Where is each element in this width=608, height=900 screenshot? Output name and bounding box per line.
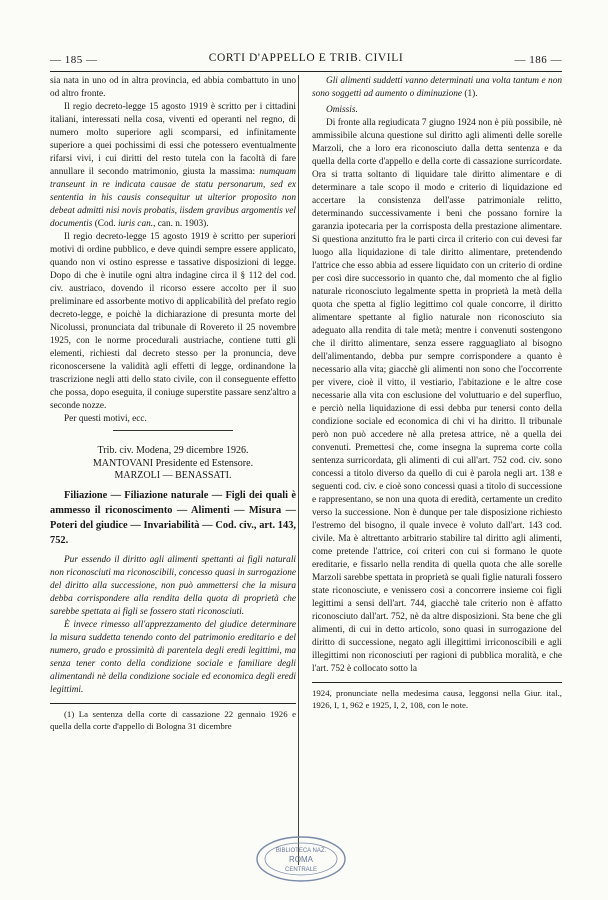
section-separator: [113, 430, 233, 431]
paragraph: Di fronte alla regiudicata 7 giugno 1924 non è più possibile, nè ammissibile alcuna questione sul diritto agli alimenti delle sorelle Marzoli, che a loro era riconosciuto dalla detta sentenza e da quella della corte d'appello e della corte di cassazione surricordate. Ora si tratta soltanto di liquidare tale diritto alimentare e di determinare a tale scopo il modo e criterio di liquidazione ed accertare la consistenza dell'asse patrimoniale relitto, determinando successivamente i beni che possano fornire la garanzia ipotecaria per la corrisposta della prestazione alimentare. Si questiona anzitutto fra le parti circa il criterio con cui devesi far luogo alla liquidazione di tale diritto alimentare, pretendendo l'attrice che esso abbia ad essere liquidato con un criterio di ordine per così dire successorio in quanto che, dal momento che al figlio naturale riconosciuto legalmente spetta in proprietà la metà della quota che spetta al figlio legittimo col quale concorre, il diritto alimentare spettante al figlio naturale non riconosciuto sia adeguato alla rendita di tale metà; mentre i convenuti sostengono che il diritto alimentare, senza essere ragguagliato al bisogno dell'alimentando, debba pur sempre corrispondere a quanto è necessario alla vita; giacchè gli alimenti non sono che l'occorrente per vivere, cioè il vitto, il vestiario, l'abitazione e le altre cose necessarie alla vita con esclusione del voluttuario e del superfluo, e perciò nella liquidazione di essi debba pur tenersi conto della condizione sociale ed economica di chi vi ha diritto. Il tribunale però non può accedere nè alla pretesa attrice, nè a quella dei convenuti. Premettesi che, come insegna la suprema corte colla sentenza surricordata, gli alimenti di cui all'art. 752 cod. civ. sono concessi a titolo diverso da quello di cui è parola negli art. 138 e seguenti cod. civ. e cioè sono concessi quasi a titolo di successione e rappresentano, se non una quota di eredità, certamente un credito verso la successione. Non è dunque per tale disposizione richiesto l'estremo del bisogno, il quale invece è voluto dall'art. 143 cod. civile. Ma è altrettanto arbitrario stabilire tal diritto agli alimenti, come pretende l'attrice, coi criteri con cui si formano le quote ereditarie, e fissarlo nella rendita di quella quota che alle sorelle Marzoli sarebbe spettata in proprietà se quali figlie naturali fossero state riconosciute, e venissero così a concorrere insieme coi figli legittimi a sensi dell'art. 744, giacchè tale criterio non è affatto riconosciuto dall'art. 752, nè da altre disposizioni. Sta bene che gli alimenti, di cui in detto articolo, sono quasi in surrogazione del diritto di successione, negato agli illegittimi irriconoscibili e agli illegittimi non riconosciuti per ragioni di pubblica moralità, e che l'art. 752 è collocato sotto la: [312, 118, 562, 674]
svg-text:BIBLIOTECA NAZ.: BIBLIOTECA NAZ.: [275, 848, 327, 854]
footnote: (1) La sentenza della corte di cassazione 22 gennaio 1926 e quella della corte d'appello di Bologna 31 dicembre: [50, 708, 296, 731]
library-stamp: [255, 835, 347, 883]
paragraph: Il regio decreto-legge 15 agosto 1919 è scritto per superiori motivi di ordine pubblico, e deve quindi sempre essere applicato, quando non vi ostino espresse e tassative disposizioni di legge. Dopo di che è inutile ogni altra indagine circa il § 112 del cod. civ. austriaco, dovendo il ricorso essere accolto per il suo preliminare ed assorbente motivo di applicabilità del prefato regio decreto-legge, e poichè la dichiarazione di presunta morte del Nicolussi, pronunciata dal tribunale di Rovereto il 25 novembre 1925, con le norme procedurali austriache, contiene tutti gli elementi, richiesti dal decreto stesso per la pronuncia, deve riconoscersene la validità agli effetti di legge, ordinandone la trascrizione negli atti dello stato civile, con il conseguente effetto che possa, dopo eseguita, il coniuge superstite passare senz'altro a seconde nozze.: [50, 232, 296, 411]
svg-text:ROMA: ROMA: [289, 855, 313, 864]
page-number-right: — 186 —: [514, 54, 562, 66]
paragraph: Gli alimenti suddetti vanno determinati una volta tantum e non sono soggetti ad aumento o diminuzione (1).: [312, 76, 562, 99]
footnote-rule: [312, 682, 562, 683]
paragraph: Per questi motivi, ecc.: [64, 414, 147, 424]
judges-line: MARZOLI — BENASSATI.: [114, 470, 232, 481]
massima: Pur essendo il diritto agli alimenti spettanti ai figli naturali non riconosciuti ma riconoscibili, concesso quasi in surrogazione del diritto alla successione, non può ammettersi che la misura debba corrispondere alla rendita della quota di proprietà che sarebbe spettata ai figli se fossero stati riconosciuti.: [50, 554, 296, 617]
page-number-left: — 185 —: [50, 54, 98, 66]
running-title: CORTI D'APPELLO E TRIB. CIVILI: [208, 52, 404, 64]
footnote-rule: [50, 703, 296, 704]
svg-text:CENTRALE: CENTRALE: [284, 867, 318, 873]
paragraph: Il regio decreto-legge 15 agosto 1919 è scritto per i cittadini italiani, interessati nella cosa, viventi ed operanti nel regno, di numero molto superiore agli scomparsi, ed infinitamente superiore a quei pochissimi di essi che potessero eventualmente rifarsi vivi, i cui diritti del resto tutela con la facoltà di fare annullare il secondo matrimonio, giusta la massima: numquam transeunt in re indicata causae de statu personarum, sed ex sententia in his causis consequitur ut ulterior proposito non debeat admitti nisi novis probatis, iisdem gravibus argomentis vel documentis (Cod. iuris can., can. n. 1903).: [50, 102, 296, 229]
paragraph: sia nata in uno od in altra provincia, ed abbia combattuto in uno od altro fronte.: [50, 76, 296, 99]
left-column: [50, 75, 296, 732]
case-heading: Trib. civ. Modena, 29 dicembre 1926.: [97, 445, 249, 456]
massima: È invece rimesso all'apprezzamento del giudice determinare la misura suddetta tenendo conto del patrimonio ereditario e del numero, grado e prossimità di parentela degli eredi legittimi, ma senza tener conto della condizione sociale e familiare degli alimentandi nè della condizione sociale ed economica degli eredi legittimi.: [50, 619, 296, 695]
footnote: 1924, pronunciate nella medesima causa, leggonsi nella Giur. ital., 1926, I, 1, 962 e 1925, I, 2, 108, con le note.: [312, 688, 562, 710]
right-column: [312, 75, 562, 711]
running-header: [50, 52, 562, 72]
column-divider: [298, 75, 299, 865]
omissis: Omissis.: [326, 105, 358, 115]
header-rule: [50, 71, 562, 72]
case-title: Filiazione — Filiazione naturale — Figli dei quali è ammesso il riconoscimento — Alimenti — Misura — Poteri del giudice — Invariabilità — Cod. civ., art. 143, 752.: [50, 489, 296, 546]
judges-line: MANTOVANI Presidente ed Estensore.: [92, 457, 254, 469]
